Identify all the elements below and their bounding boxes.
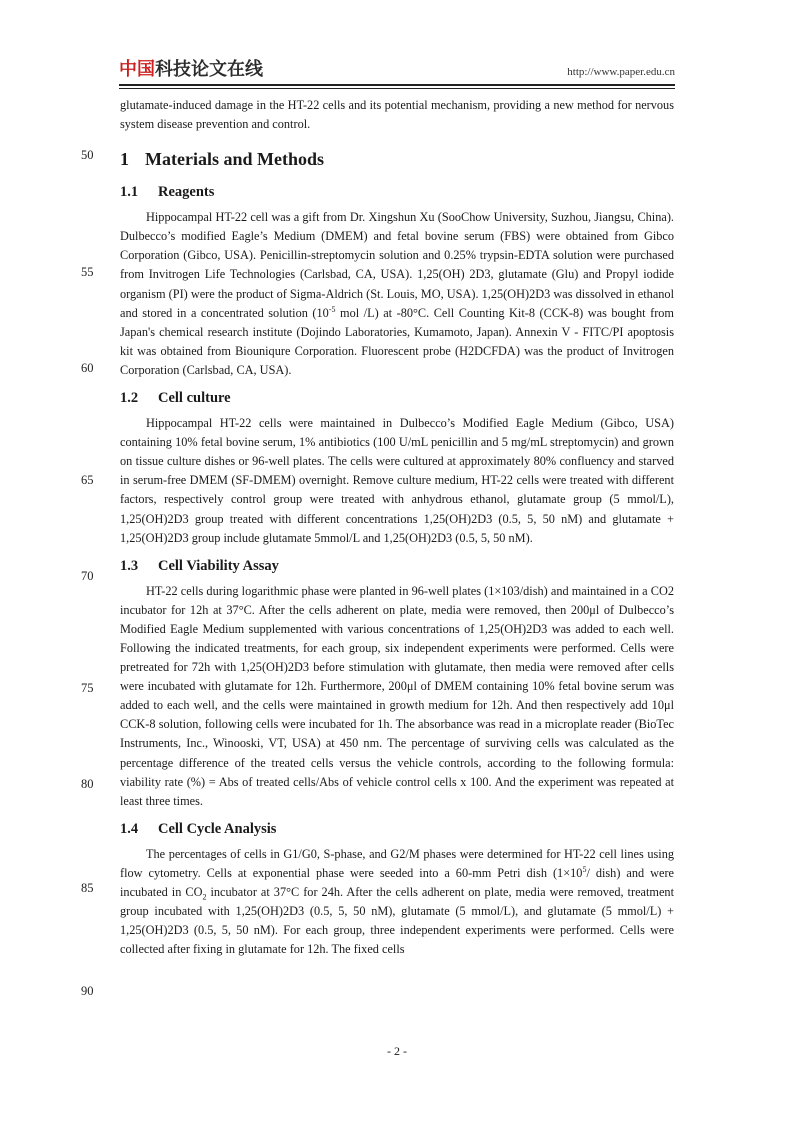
cell-culture-paragraph: Hippocampal HT-22 cells were maintained in Dulbecco’s Modified Eagle Medium (Gibco, USA) containing 10% fetal bovine serum, 1% antibiotics (100 U/mL penicillin and 5 mg/mL streptomycin) and grown on tissue culture dishes or 96-well plates. The cells were cultured at approximately 80% confluency and starved in serum-free DMEM (SF-DMEM) overnight. Remove culture medium, HT-22 cells were treated with different factors, respectively control group were treated with anhydrous ethanol, glutamate group (5 mmol/L), 1,25(OH)2D3 group treated with different concentrations 1,25(OH)2D3 (0.5, 5, 50 nM) and glutamate + 1,25(OH)2D3 group include glutamate 5mmol/L and 1,25(OH)2D3 (0.5, 5, 50 nM). (120, 416, 674, 545)
body-text (120, 96, 674, 959)
header-url[interactable]: http://www.paper.edu.cn (567, 66, 675, 78)
subsection-heading-cell-culture: 1.2 Cell culture (120, 390, 231, 407)
journal-logo: 中国科技论文在线 (119, 59, 263, 80)
subsection-heading-reagents: 1.1 Reagents (120, 184, 215, 201)
line-number: 85 (81, 881, 94, 895)
header-rule-thin (119, 88, 675, 89)
intro-paragraph-tail: glutamate-induced damage in the HT-22 cells and its potential mechanism, providing a new method for nervous system disease prevention and control. (120, 98, 674, 132)
page-number: - 2 - (387, 1044, 407, 1058)
line-number: 75 (81, 681, 94, 695)
header-rule (119, 84, 675, 86)
line-number: 50 (81, 148, 94, 162)
subsection-heading-cell-cycle: 1.4 Cell Cycle Analysis (120, 820, 277, 837)
page-header (119, 58, 675, 84)
reagents-paragraph: Hippocampal HT-22 cell was a gift from Dr. Xingshun Xu (SooChow University, Suzhou, Jiangsu, China). Dulbecco’s modified Eagle’s Medium (DMEM) and fetal bovine serum (FBS) were obtained from Gibco Corporation (Gibco, USA). Penicillin-streptomycin solution and 0.25% trypsin-EDTA solution were purchased from Invitrogen Life Technologies (Carlsbad, CA, USA). 1,25(OH) 2D3, glutamate (Glu) and Propyl iodide organism (PI) were the product of Sigma-Aldrich (St. Louis, MO, USA). 1,25(OH)2D3 was dissolved in ethanol and stored in a concentrated solution ($10^{-5}$ mol /L) at -80°C. Cell Counting Kit-8 (CCK-8) was bought from Japan's chemical research institute (Dojindo Laboratories, Kumamoto, Japan). Annexin V - FITC/PI apoptosis kit was obtained from Biouniqure Corporation. Fluorescent probe (H2DCFDA) was the product of Invitrogen Corporation (Carlsbad, CA, USA). (120, 210, 674, 377)
line-number: 60 (81, 361, 94, 375)
line-number: 80 (81, 777, 94, 791)
line-number: 65 (81, 473, 94, 487)
cell-cycle-paragraph: The percentages of cells in G1/G0, S-phase, and G2/M phases were determined for HT-22 cell lines using flow cytometry. Cells at exponential phase were seeded into a 60-mm Petri dish ($1\times 10^5/$ dish) and were incubated in $CO_2$ incubator at 37°C for 24h. After the cells adherent on plate, media were removed, treatment group incubated with 1,25(OH)2D3 (0.5, 5, 50 nM), glutamate (5 mmol/L), and glutamate (5 mmol/L) + 1,25(OH)2D3 (0.5, 5, 50 nM). For each group, three independent experiments were performed. Cells were collected after fixing in glutamate for 12h. The fixed cells (120, 846, 674, 957)
line-number: 55 (81, 265, 94, 279)
line-number: 90 (81, 984, 94, 998)
line-number: 70 (81, 569, 94, 583)
subsection-heading-viability: 1.3 Cell Viability Assay (120, 557, 279, 574)
viability-paragraph: HT-22 cells during logarithmic phase were planted in 96-well plates (1×103/dish) and maintained in a CO2 incubator for 12h at 37°C. After the cells adherent on plate, media were removed, then 200μl of Dulbecco’s Modified Eagle Medium supplemented with various concentrations of 1,25(OH)2D3 was added to each well. Following the indicated treatments, for each group, six independent experiments were performed. Cells were pretreated for 72h with 1,25(OH)2D3 before stimulation with glutamate, then media were removed after cells were incubated with glutamate for 12h. Furthermore, 200μl of DMEM containing 10% fetal bovine serum was added to each well, and the cells were maintained in growth medium for 12h. And then respectively add 10μl CCK-8 solution, following cells were incubated for 1h. The absorbance was read in a microplate reader (BioTec Instruments, Inc., Winooski, VT, USA) at 450 nm. The percentage of surviving cells was calculated as the percentage difference of the treated cells versus the vehicle controls, according to the following formula: viability rate (%) = Abs of treated cells/Abs of vehicle control cells x 100. And the experiment was repeated at least three times. (120, 583, 674, 808)
section-heading: 1 Materials and Methods (120, 149, 324, 170)
